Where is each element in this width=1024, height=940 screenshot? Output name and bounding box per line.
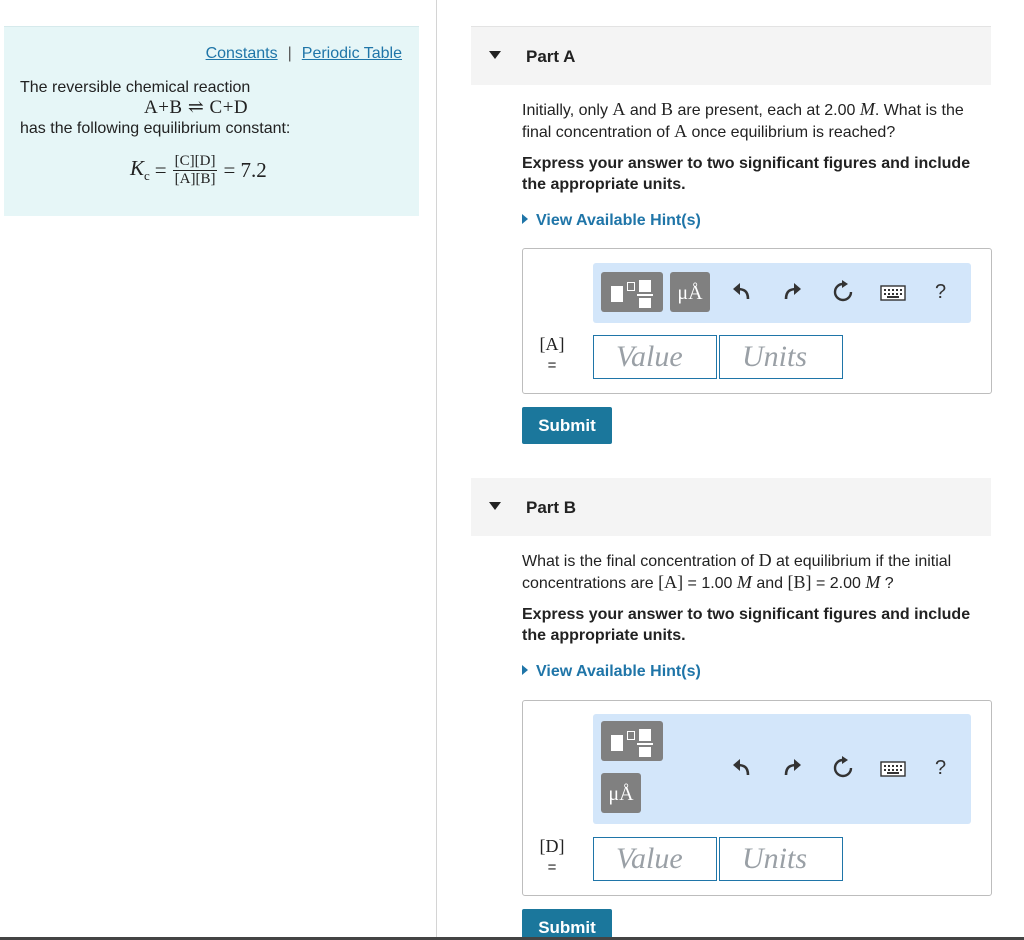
- part-b-variable-label: [D] =: [539, 836, 565, 876]
- reset-icon[interactable]: [831, 756, 855, 780]
- units-input[interactable]: Units: [719, 335, 843, 379]
- part-a-variable-label: [A] =: [539, 334, 565, 374]
- part-a-answer-box: [522, 248, 992, 394]
- units-input[interactable]: Units: [719, 837, 843, 881]
- part-b-submit-button[interactable]: Submit: [522, 909, 612, 940]
- constants-link[interactable]: Constants: [205, 45, 278, 62]
- redo-icon[interactable]: [781, 281, 803, 303]
- kc-denominator: [A][B]: [174, 171, 216, 187]
- math-toolbar: [593, 263, 971, 323]
- kc-fraction: [173, 153, 218, 188]
- part-b-answer-box: [522, 700, 992, 896]
- kc-equals: =: [154, 158, 167, 182]
- info-panel: [4, 26, 419, 216]
- value-input[interactable]: Value: [593, 837, 717, 881]
- expand-triangle-icon: [522, 214, 528, 224]
- undo-icon[interactable]: [731, 757, 753, 779]
- part-a-question: Initially, only A and B are present, each at 2.00 M. What is the final concentration of A once equilibrium is reached?: [522, 99, 964, 141]
- collapse-triangle-icon[interactable]: [489, 502, 501, 510]
- kc-value: = 7.2: [223, 158, 267, 182]
- part-b-instruction: Express your answer to two significant figures and include the appropriate units.: [522, 606, 971, 644]
- units-symbol-button[interactable]: μÅ: [601, 773, 641, 813]
- reaction-equation: A+B ⇌ C+D: [144, 97, 249, 118]
- part-a-hint-link[interactable]: View Available Hint(s): [522, 212, 701, 230]
- kc-numerator: [C][D]: [174, 153, 216, 169]
- undo-icon[interactable]: [731, 281, 753, 303]
- keyboard-icon[interactable]: [880, 761, 906, 777]
- units-symbol-button[interactable]: μÅ: [670, 272, 710, 312]
- redo-icon[interactable]: [781, 757, 803, 779]
- template-button[interactable]: [601, 272, 663, 312]
- expand-triangle-icon: [522, 665, 528, 675]
- part-b-question: What is the final concentration of D at equilibrium if the initial concentrations are [A] = 1.00 M and [B] = 2.00 M ?: [522, 550, 952, 592]
- periodic-table-link[interactable]: Periodic Table: [301, 45, 402, 62]
- value-input[interactable]: Value: [593, 335, 717, 379]
- help-icon[interactable]: ?: [935, 757, 947, 779]
- link-separator: |: [287, 45, 292, 62]
- help-icon[interactable]: ?: [935, 281, 947, 303]
- part-b-header[interactable]: [471, 478, 991, 536]
- template-button[interactable]: [601, 721, 663, 761]
- part-a-header[interactable]: [471, 27, 991, 85]
- reset-icon[interactable]: [831, 280, 855, 304]
- math-toolbar: [593, 714, 971, 824]
- equilibrium-text: has the following equilibrium constant:: [20, 120, 291, 137]
- collapse-triangle-icon[interactable]: [489, 51, 501, 59]
- kc-expression: [130, 153, 267, 188]
- kc-symbol: $K_c$: [130, 156, 150, 184]
- part-b-title: Part B: [526, 498, 577, 517]
- intro-text: The reversible chemical reaction: [20, 79, 251, 96]
- panel-divider: [436, 0, 437, 940]
- part-a-instruction: Express your answer to two significant figures and include the appropriate units.: [522, 155, 971, 193]
- resource-links: [206, 45, 402, 63]
- part-b-hint-link[interactable]: View Available Hint(s): [522, 663, 701, 681]
- keyboard-icon[interactable]: [880, 285, 906, 301]
- part-a-title: Part A: [526, 47, 576, 66]
- part-a-submit-button[interactable]: Submit: [522, 407, 612, 444]
